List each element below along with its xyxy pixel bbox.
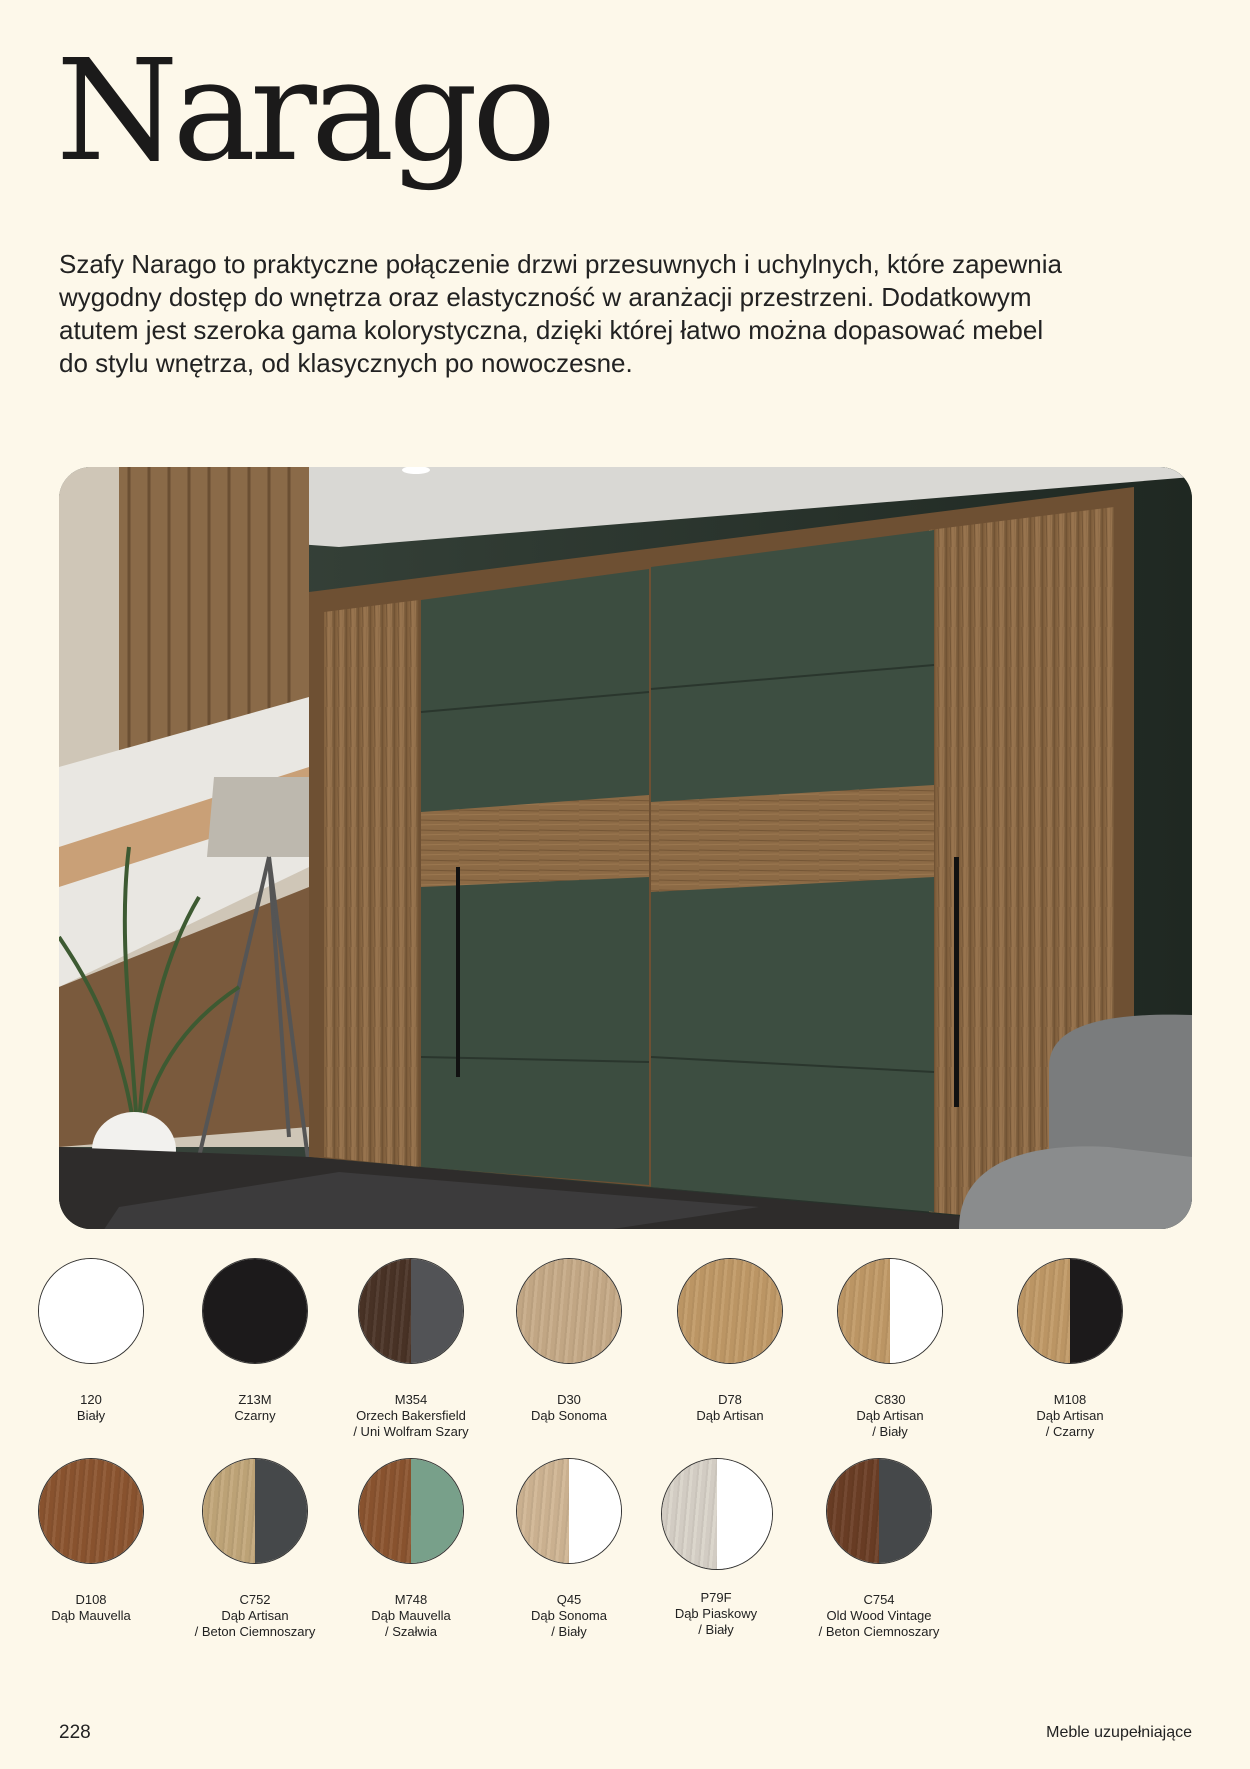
page-number: 228 bbox=[59, 1722, 91, 1743]
swatch-label bbox=[675, 1392, 785, 1424]
swatch-name: / Biały bbox=[698, 1622, 734, 1637]
swatch-code: Q45 bbox=[556, 1592, 582, 1607]
swatch-color-circle bbox=[516, 1458, 622, 1564]
swatch-color-circle bbox=[837, 1258, 943, 1364]
swatch-m748 bbox=[356, 1458, 466, 1640]
swatch-color-circle bbox=[661, 1458, 773, 1570]
swatch-label bbox=[809, 1592, 949, 1640]
swatch-name: Biały bbox=[76, 1408, 106, 1423]
swatch-code: M748 bbox=[394, 1592, 428, 1607]
swatch-color-circle bbox=[516, 1258, 622, 1364]
swatch-q45 bbox=[514, 1458, 624, 1640]
swatch-name: Dąb Artisan bbox=[696, 1408, 764, 1423]
swatch-name: Dąb Sonoma bbox=[531, 1608, 607, 1623]
swatch-c830 bbox=[835, 1258, 945, 1440]
swatch-code: C752 bbox=[239, 1592, 271, 1607]
swatch-code: C830 bbox=[874, 1392, 906, 1407]
swatch-name: Dąb Mauvella bbox=[51, 1608, 131, 1623]
swatch-m354 bbox=[341, 1258, 481, 1440]
swatch-name: / Uni Wolfram Szary bbox=[353, 1424, 469, 1439]
swatch-label bbox=[514, 1592, 624, 1640]
swatch-code: P79F bbox=[700, 1590, 732, 1605]
swatch-code: M354 bbox=[394, 1392, 428, 1407]
swatch-c752 bbox=[185, 1458, 325, 1640]
swatch-color-circle bbox=[826, 1458, 932, 1564]
swatch-label bbox=[200, 1392, 310, 1424]
swatch-name: Old Wood Vintage bbox=[826, 1608, 932, 1623]
swatch-color-circle bbox=[202, 1258, 308, 1364]
swatch-name: Dąb Artisan bbox=[1036, 1408, 1104, 1423]
swatch-name: Dąb Mauvella bbox=[371, 1608, 451, 1623]
swatch-p79f bbox=[661, 1458, 771, 1638]
swatch-label bbox=[341, 1392, 481, 1440]
swatch-name: / Biały bbox=[872, 1424, 908, 1439]
swatch-c754 bbox=[809, 1458, 949, 1640]
swatch-label bbox=[661, 1590, 771, 1638]
swatch-code: 120 bbox=[80, 1392, 102, 1407]
swatch-name: Dąb Artisan bbox=[856, 1408, 924, 1423]
swatch-code: D30 bbox=[557, 1392, 581, 1407]
swatch-color-circle bbox=[38, 1458, 144, 1564]
swatch-name: / Beton Ciemnoszary bbox=[194, 1624, 316, 1639]
swatch-color-circle bbox=[358, 1458, 464, 1564]
swatch-d78 bbox=[675, 1258, 785, 1424]
swatch-code: D78 bbox=[718, 1392, 742, 1407]
swatch-name: / Czarny bbox=[1045, 1424, 1095, 1439]
swatch-label bbox=[36, 1392, 146, 1424]
swatch-label bbox=[835, 1392, 945, 1440]
swatch-d108 bbox=[36, 1458, 146, 1624]
section-name: Meble uzupełniające bbox=[1046, 1724, 1192, 1741]
swatch-name: Dąb Piaskowy bbox=[674, 1606, 758, 1621]
swatch-120 bbox=[36, 1258, 146, 1424]
swatch-code: D108 bbox=[75, 1592, 107, 1607]
swatch-name: / Szałwia bbox=[384, 1624, 438, 1639]
page-title: Narago bbox=[56, 30, 551, 193]
swatch-label bbox=[356, 1592, 466, 1640]
swatch-color-circle bbox=[202, 1458, 308, 1564]
swatch-name: Dąb Artisan bbox=[221, 1608, 289, 1623]
swatch-d30 bbox=[514, 1258, 624, 1424]
swatch-name: / Beton Ciemnoszary bbox=[818, 1624, 940, 1639]
swatch-name: Czarny bbox=[234, 1408, 276, 1423]
swatch-label bbox=[1015, 1392, 1125, 1440]
swatch-label bbox=[514, 1392, 624, 1424]
wardrobe-illustration bbox=[59, 467, 1192, 1229]
swatch-color-circle bbox=[1017, 1258, 1123, 1364]
swatch-name: Dąb Sonoma bbox=[531, 1408, 607, 1423]
swatch-name: / Biały bbox=[551, 1624, 587, 1639]
swatch-z13m bbox=[200, 1258, 310, 1424]
swatch-code: M108 bbox=[1053, 1392, 1087, 1407]
intro-paragraph: Szafy Narago to praktyczne połączenie drzwi przesuwnych i uchylnych, które zapewnia wygodny dostęp do wnętrza oraz elastyczność w aranżacji przestrzeni. Dodatkowym atutem jest szeroka gama kolorystyczna, dzięki której łatwo można dopasować mebel do stylu wnętrza, od klasycznych po nowoczesne. bbox=[59, 249, 1062, 378]
wardrobe-photo bbox=[59, 467, 1192, 1229]
swatch-m108 bbox=[1015, 1258, 1125, 1440]
swatch-color-circle bbox=[358, 1258, 464, 1364]
swatch-code: Z13M bbox=[238, 1392, 272, 1407]
swatch-label bbox=[36, 1592, 146, 1624]
swatch-label bbox=[185, 1592, 325, 1640]
swatch-code: C754 bbox=[863, 1592, 895, 1607]
swatch-color-circle bbox=[38, 1258, 144, 1364]
swatch-name: Orzech Bakersfield bbox=[356, 1408, 466, 1423]
swatch-color-circle bbox=[677, 1258, 783, 1364]
